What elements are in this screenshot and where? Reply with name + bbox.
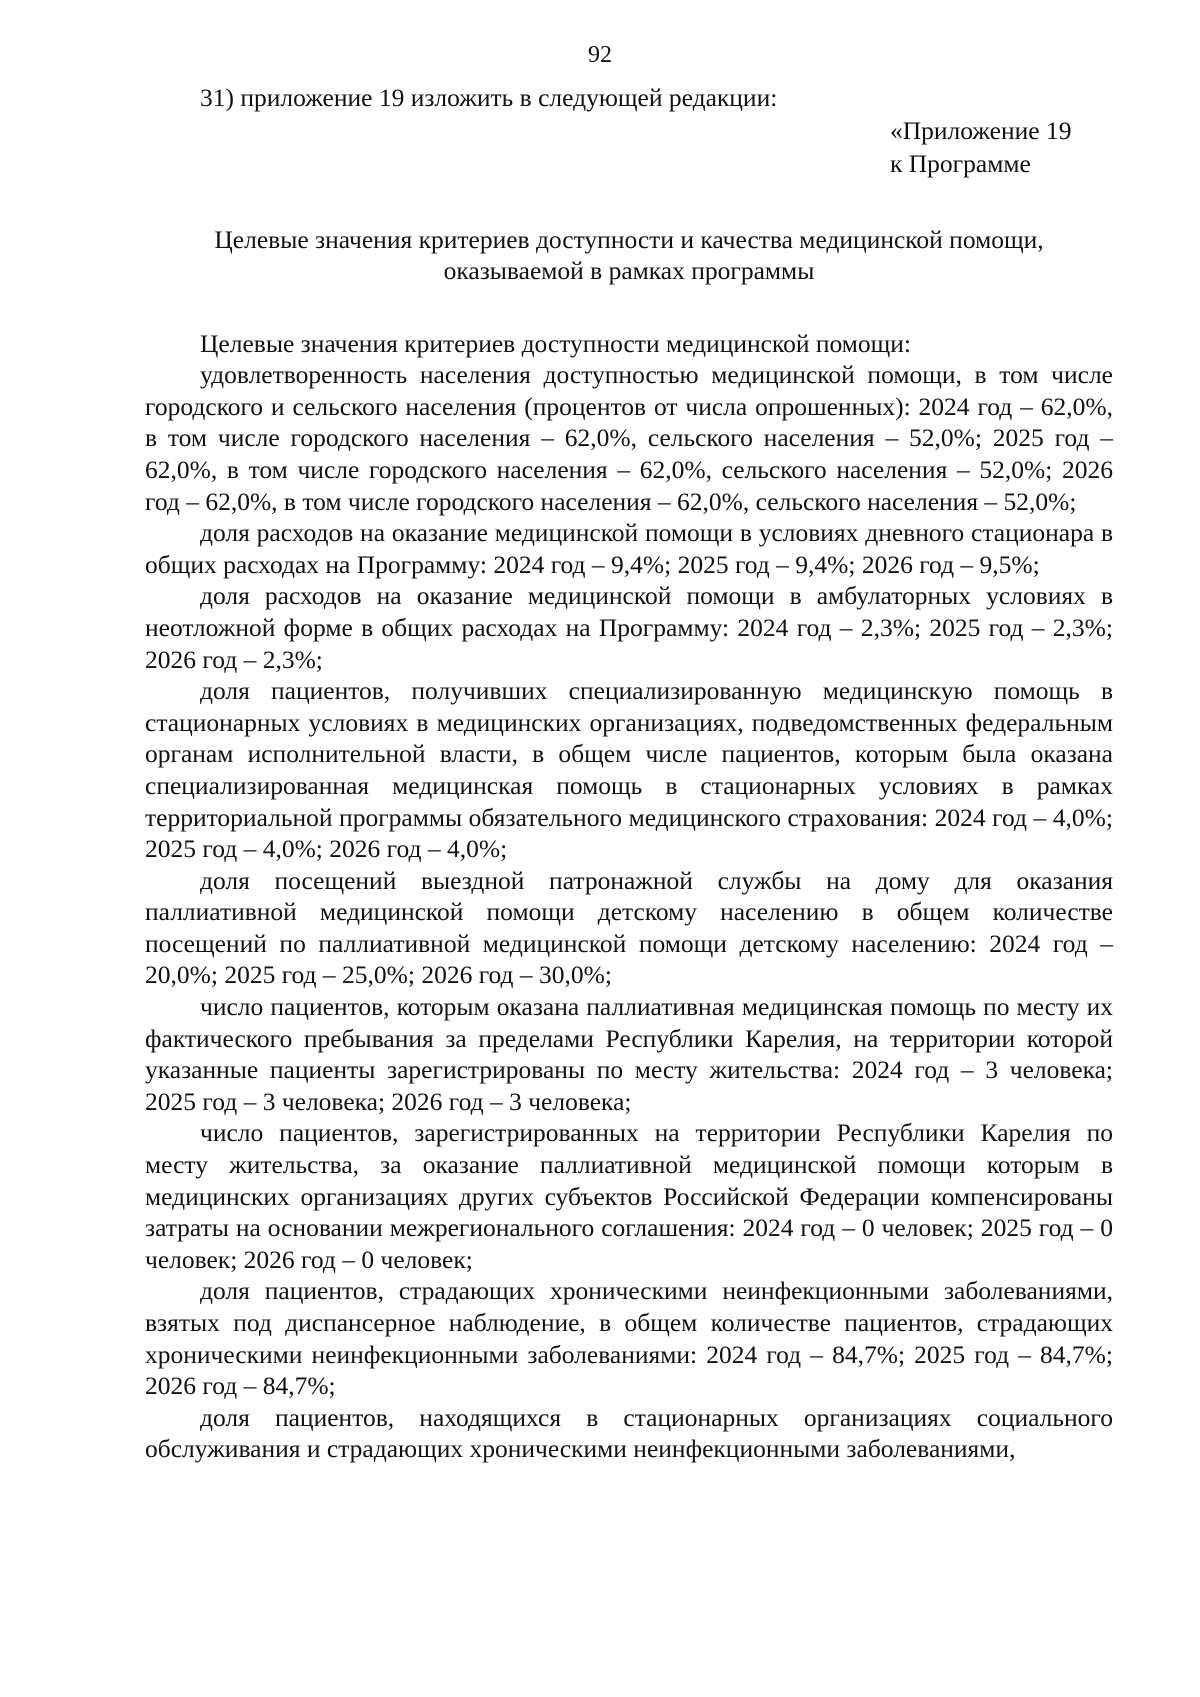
appendix-reference xyxy=(890,114,1130,180)
document-title xyxy=(145,224,1113,286)
appendix-reference-line-1: «Приложение 19 xyxy=(890,115,1072,145)
criterion-paragraph: удовлетворенность населения доступностью медицинской помощи, в том числе городского и сельского населения (процентов от числа опрошенных): 2024 год – 62,0%, в том числе городского населения – 62,0%, сельского населения – 52,0%; 2025 год – 62,0%, в том числе городского населения – 62,0%, сельского населения – 52,0%; 2026 год – 62,0%, в том числе городского населения – 62,0%, сельского населения – 52,0%; xyxy=(145,360,1113,516)
criterion-paragraph: доля пациентов, страдающих хроническими неинфекционными заболеваниями, взятых под диспансерное наблюдение, в общем количестве пациентов, страдающих хроническими неинфекционными заболеваниями: 2024 год – 84,7%; 2025 год – 84,7%; 2026 год – 84,7%; xyxy=(145,1276,1113,1401)
section-lead: Целевые значения критериев доступности медицинской помощи: xyxy=(200,328,911,358)
document-title-line-1: Целевые значения критериев доступности и качества медицинской помощи, xyxy=(214,224,1044,254)
appendix-reference-line-2: к Программе xyxy=(890,148,1031,178)
criterion-paragraph: доля расходов на оказание медицинской помощи в амбулаторных условиях в неотложной форме в общих расходах на Программу: 2024 год – 2,3%; 2025 год – 2,3%; 2026 год – 2,3%; xyxy=(145,581,1113,674)
criterion-paragraph: доля пациентов, находящихся в стационарных организациях социального обслуживания и страдающих хроническими неинфекционными заболеваниями, xyxy=(145,1402,1113,1464)
criterion-paragraph: доля расходов на оказание медицинской помощи в условиях дневного стационара в общих расходах на Программу: 2024 год – 9,4%; 2025 год – 9,4%; 2026 год – 9,5%; xyxy=(145,518,1113,579)
page-number: 92 xyxy=(588,42,612,68)
criterion-paragraph: число пациентов, зарегистрированных на территории Республики Карелия по месту жительства, за оказание паллиативной медицинской помощи которым в медицинских организациях других субъектов Российской Федерации компенсированы затраты на основании межрегионального соглашения: 2024 год – 0 человек; 2025 год – 0 человек; 2026 год – 0 человек; xyxy=(145,1118,1113,1274)
document-content xyxy=(145,82,1113,1465)
criterion-paragraph: доля пациентов, получивших специализированную медицинскую помощь в стационарных условиях в медицинских организациях, подведомственных федеральным органам исполнительной власти, в общем числе пациентов, которым была оказана специализированная медицинская помощь в стационарных условиях в рамках территориальной программы обязательного медицинского страхования: 2024 год – 4,0%; 2025 год – 4,0%; 2026 год – 4,0%; xyxy=(145,676,1113,864)
amendment-intro: 31) приложение 19 изложить в следующей редакции: xyxy=(200,83,778,112)
criterion-paragraph: доля посещений выездной патронажной службы на дому для оказания паллиативной медицинской помощи детскому населению в общем количестве посещений по паллиативной медицинской помощи детскому населению: 2024 год – 20,0%; 2025 год – 25,0%; 2026 год – 30,0%; xyxy=(145,865,1113,990)
criterion-paragraph: число пациентов, которым оказана паллиативная медицинская помощь по месту их фактического пребывания за пределами Республики Карелия, на территории которой указанные пациенты зарегистрированы по месту жительства: 2024 год – 3 человека; 2025 год – 3 человека; 2026 год – 3 человека; xyxy=(145,992,1113,1116)
document-title-line-2: оказываемой в рамках программы xyxy=(443,255,815,285)
